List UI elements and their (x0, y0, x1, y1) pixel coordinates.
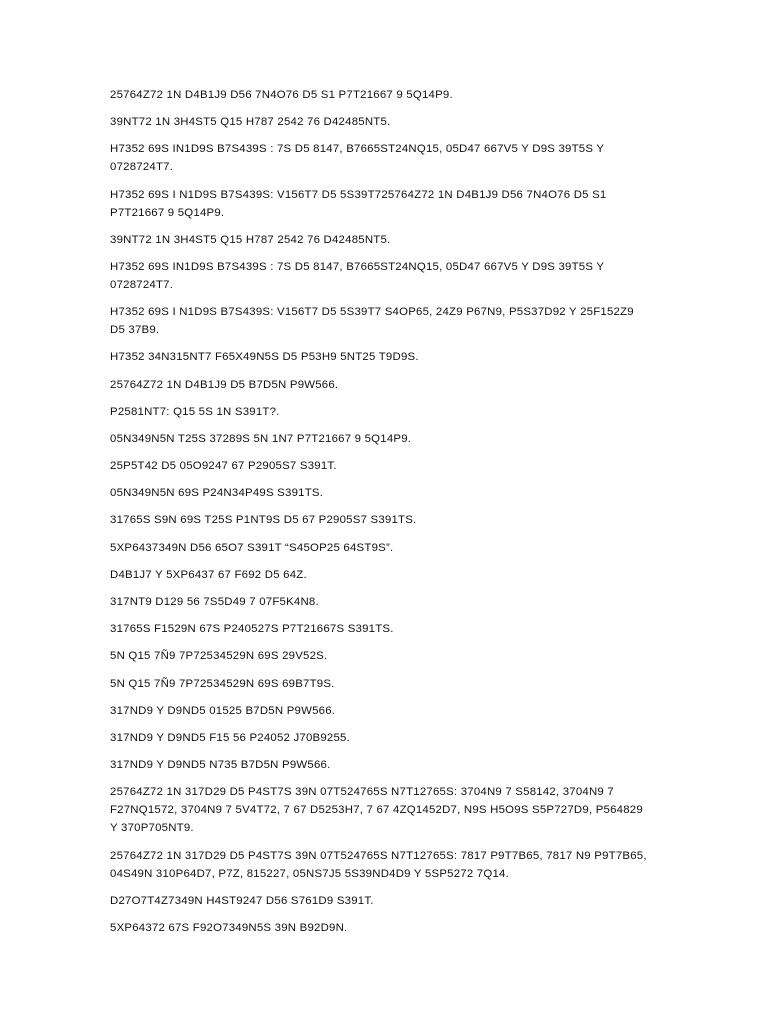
document-body (110, 86, 650, 946)
paragraph-24: 25764Z72 1N 317D29 D5 P4ST7S 39N 07T524765S N7T12765S: 3704N9 7 S58142, 3704N9 7 F27NQ1572, 3704N9 7 5V4T72, 7 67 D5253H7, 7 67 4ZQ1452D7, N9S H5O9S S5P727D9, P564829 Y 370P705NT9. (110, 786, 643, 835)
paragraph-10: P2581NT7: Q15 5S 1N S391T?. (110, 405, 280, 418)
paragraph-7: H7352 69S I N1D9S B7S439S: V156T7 D5 5S39T7 S4OP65, 24Z9 P67N9, P5S37D92 Y 25F152Z9 D5 37B9. (110, 306, 634, 337)
paragraph-19: 5N Q15 7Ñ9 7P72534529N 69S 29V52S. (110, 650, 328, 663)
paragraph-13: 05N349N5N 69S P24N34P49S S391TS. (110, 487, 324, 500)
paragraph-14: 31765S S9N 69S T25S P1NT9S D5 67 P2905S7 S391TS. (110, 514, 417, 527)
paragraph-5: 39NT72 1N 3H4ST5 Q15 H787 2542 76 D42485NT5. (110, 233, 391, 246)
paragraph-27: 5XP64372 67S F92O7349N5S 39N B92D9N. (110, 921, 348, 934)
paragraph-9: 25764Z72 1N D4B1J9 D5 B7D5N P9W566. (110, 378, 339, 391)
paragraph-15: 5XP6437349N D56 65O7 S391T “S45OP25 64ST9S”. (110, 541, 394, 554)
paragraph-26: D27O7T4Z7349N H4ST9247 D56 S761D9 S391T. (110, 894, 374, 907)
paragraph-17: 317NT9 D129 56 7S5D49 7 07F5K4N8. (110, 596, 319, 608)
paragraph-11: 05N349N5N T25S 37289S 5N 1N7 P7T21667 9 5Q14P9. (110, 432, 412, 445)
paragraph-22: 317ND9 Y D9ND5 F15 56 P24052 J70B9255. (110, 731, 351, 744)
paragraph-1: 25764Z72 1N D4B1J9 D56 7N4O76 D5 S1 P7T21667 9 5Q14P9. (110, 89, 453, 101)
paragraph-21: 317ND9 Y D9ND5 01525 B7D5N P9W566. (110, 704, 336, 717)
paragraph-4: H7352 69S I N1D9S B7S439S: V156T7 D5 5S39T725764Z72 1N D4B1J9 D56 7N4O76 D5 S1 P7T21667 9 5Q14P9. (110, 188, 607, 219)
paragraph-6: H7352 69S IN1D9S B7S439S : 7S D5 8147, B7665ST24NQ15, 05D47 667V5 Y D9S 39T5S Y 0728724T7. (110, 260, 605, 291)
paragraph-12: 25P5T42 D5 05O9247 67 P2905S7 S391T. (110, 460, 337, 473)
paragraph-18: 31765S F1529N 67S P240527S P7T21667S S391TS. (110, 623, 394, 636)
paragraph-3: H7352 69S IN1D9S B7S439S : 7S D5 8147, B7665ST24NQ15, 05D47 667V5 Y D9S 39T5S Y 0728724T7. (110, 143, 605, 174)
paragraph-20: 5N Q15 7Ñ9 7P72534529N 69S 69B7T9S. (110, 677, 335, 690)
paragraph-2: 39NT72 1N 3H4ST5 Q15 H787 2542 76 D42485NT5. (110, 116, 391, 129)
paragraph-8: H7352 34N315NT7 F65X49N5S D5 P53H9 5NT25 T9D9S. (110, 351, 419, 364)
paragraph-25: 25764Z72 1N 317D29 D5 P4ST7S 39N 07T524765S N7T12765S: 7817 P9T7B65, 7817 N9 P9T7B65, 04S49N 310P64D7, P7Z, 815227, 05NS7J5 5S39ND4D9 Y 5SP5272 7Q14. (110, 849, 647, 880)
paragraph-23: 317ND9 Y D9ND5 N735 B7D5N P9W566. (110, 759, 331, 772)
paragraph-16: D4B1J7 Y 5XP6437 67 F692 D5 64Z. (110, 568, 307, 581)
